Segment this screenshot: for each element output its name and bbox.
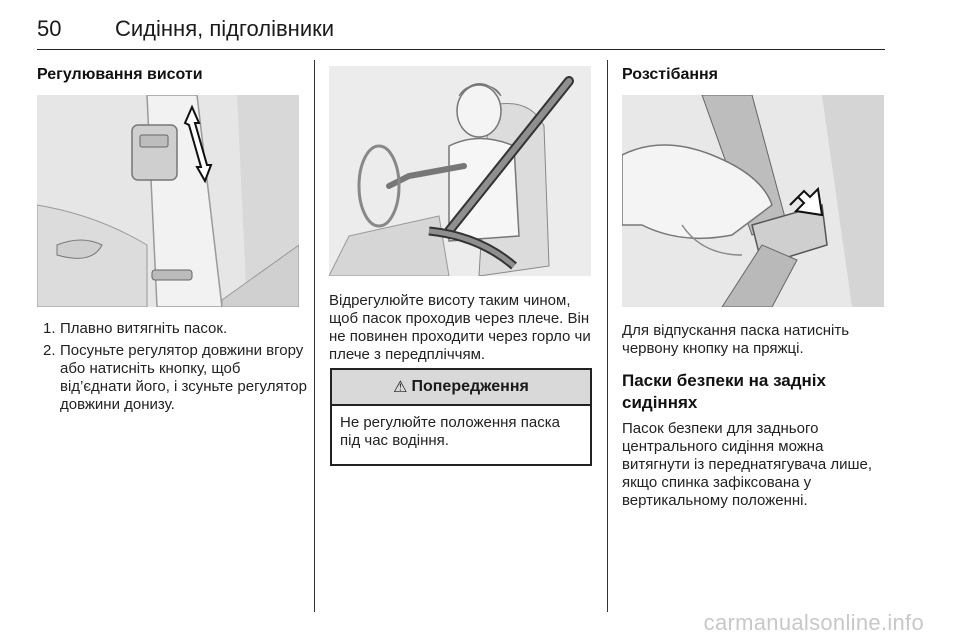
page-header (37, 10, 885, 50)
step-text: Посуньте регулятор довжини вгору або натисніть кнопку, щоб від’єднати його, і зсуньте регулятор довжини донизу. (60, 342, 307, 413)
warning-box (330, 368, 592, 466)
driver-seatbelt-illustration (329, 66, 591, 276)
section-heading-height-adjustment: Регулювання висоти (37, 66, 203, 83)
page-number: 50 (37, 16, 62, 41)
buckle-release-illustration (622, 95, 884, 307)
column-divider-left (314, 60, 315, 612)
step-list (37, 320, 307, 418)
warning-text: Не регулюйте положення паска під час водіння. (340, 414, 560, 449)
step-number: 2. (43, 342, 56, 359)
adjust-instruction-paragraph: Відрегулюйте висоту таким чином, щоб пасок проходив через плече. Він не повинен проходити через горло чи плече з передпліччям. (329, 292, 591, 363)
rear-seatbelt-paragraph: Пасок безпеки для заднього центрального сидіння можна витягнути із переднатягувача лише, якщо спинка зафіксована у вертикальному положенні. (622, 420, 873, 509)
release-instruction-paragraph: Для відпускання паска натисніть червону кнопку на пряжці. (622, 322, 850, 357)
belt-height-adjuster-illustration (37, 95, 299, 307)
section-heading-rear-seatbelts: Паски безпеки на задніх сидіннях (622, 371, 826, 412)
warning-title: Попередження (411, 378, 529, 395)
column-divider-right (607, 60, 608, 612)
warning-header (332, 370, 590, 406)
step-item (37, 320, 307, 338)
header-rule (37, 49, 885, 50)
step-number: 1. (43, 320, 56, 337)
step-text: Плавно витягніть пасок. (60, 320, 228, 337)
warning-triangle-icon: ⚠ (393, 379, 408, 396)
section-heading-unbuckling: Розстібання (622, 66, 719, 83)
step-item (37, 342, 307, 414)
watermark-text: carmanualsonline.info (703, 610, 924, 635)
page-title: Сидіння, підголівники (115, 16, 335, 41)
